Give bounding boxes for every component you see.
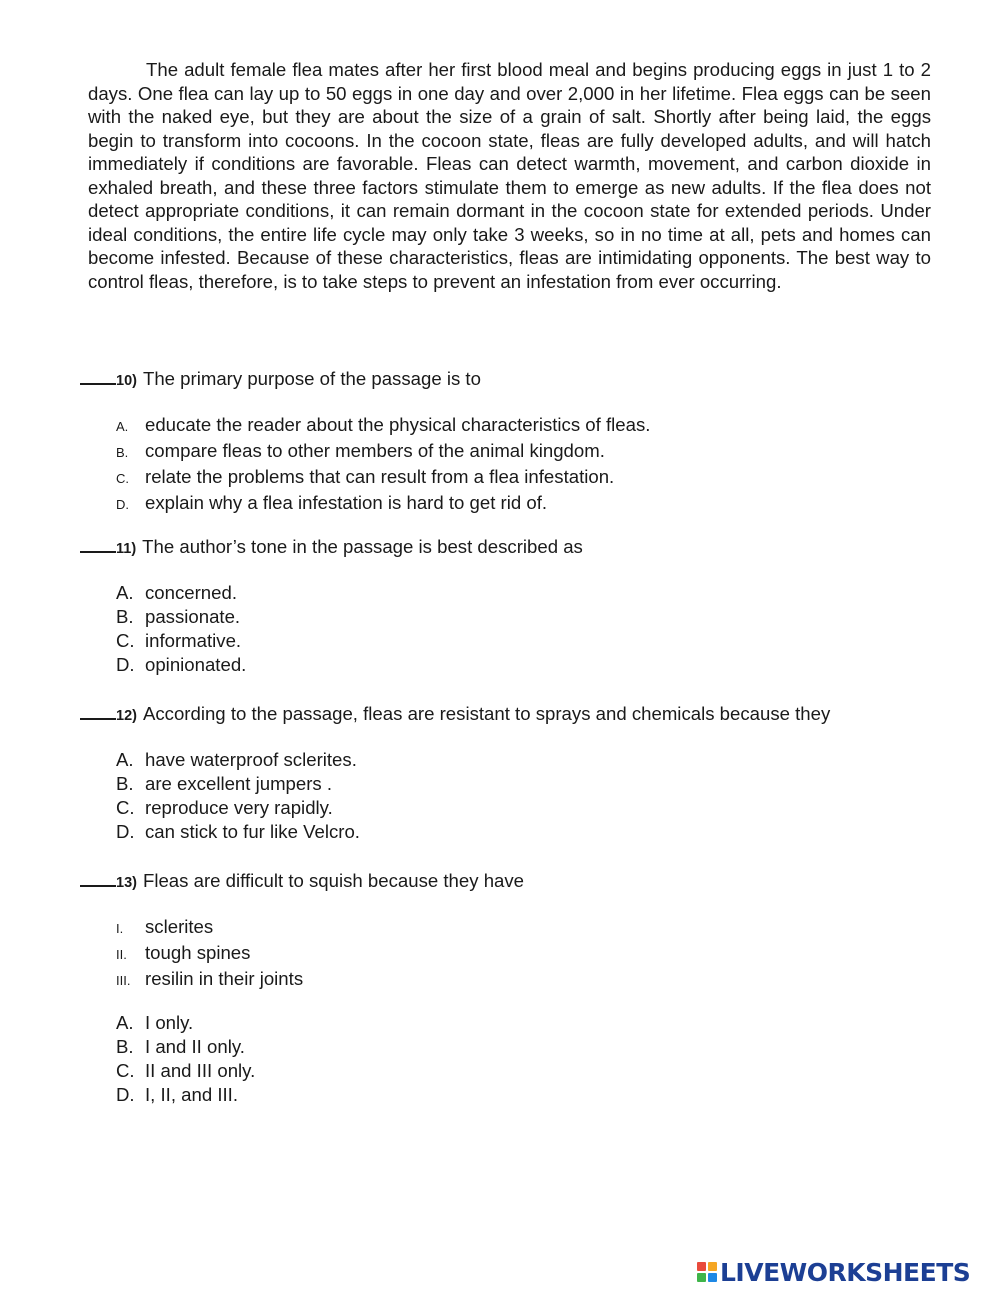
question-stem: The author’s tone in the passage is best described as — [142, 536, 583, 557]
option-10-c[interactable]: C. relate the problems that can result from a flea infestation. — [116, 465, 615, 487]
statement-13-iii: III. resilin in their joints — [116, 967, 304, 989]
option-10-d[interactable]: D. explain why a flea infestation is hard to get rid of. — [116, 491, 548, 513]
option-10-a[interactable]: A. educate the reader about the physical characteristics of fleas. — [116, 414, 651, 435]
option-13-b[interactable]: B. I and II only. — [116, 1035, 245, 1057]
liveworksheets-logo — [697, 1257, 970, 1287]
question-number: 13) — [116, 875, 137, 891]
question-13 — [80, 868, 524, 896]
option-12-b[interactable]: B. are excellent jumpers . — [116, 772, 333, 794]
option-13-c[interactable]: C. II and III only. — [116, 1059, 256, 1081]
option-11-d[interactable]: D. opinionated. — [116, 653, 247, 675]
statement-13-i: I. sclerites — [116, 916, 214, 937]
option-11-a[interactable]: A. concerned. — [116, 582, 237, 603]
question-number: 10) — [116, 373, 137, 389]
option-13-a[interactable]: A. I only. — [116, 1012, 194, 1033]
logo-square — [708, 1273, 717, 1282]
options-list-12 — [116, 748, 360, 844]
answer-blank-12[interactable] — [80, 701, 116, 720]
answer-blank-11[interactable] — [80, 534, 116, 553]
options-list-10 — [116, 413, 650, 517]
logo-square — [708, 1262, 717, 1271]
question-stem: According to the passage, fleas are resistant to sprays and chemicals because they — [142, 703, 831, 724]
statements-list-13 — [116, 915, 303, 993]
option-10-b[interactable]: B. compare fleas to other members of the animal kingdom. — [116, 439, 605, 461]
option-11-b[interactable]: B. passionate. — [116, 605, 241, 627]
option-13-d[interactable]: D. I, II, and III. — [116, 1083, 239, 1105]
answer-blank-13[interactable] — [80, 868, 116, 887]
logo-grid-icon — [697, 1262, 717, 1282]
option-12-d[interactable]: D. can stick to fur like Velcro. — [116, 820, 360, 842]
question-stem: Fleas are difficult to squish because they have — [142, 870, 525, 891]
statement-13-ii: II. tough spines — [116, 941, 251, 963]
logo-square — [697, 1262, 706, 1271]
options-list-13 — [116, 1011, 255, 1107]
question-stem: The primary purpose of the passage is to — [142, 368, 481, 389]
option-11-c[interactable]: C. informative. — [116, 629, 242, 651]
options-list-11 — [116, 581, 246, 677]
logo-text: LIVEWORKSHEETS — [720, 1257, 971, 1287]
question-10 — [80, 366, 481, 394]
reading-passage: The adult female flea mates after her first blood meal and begins producing eggs in just 1 to 2 days. One flea can lay up to 50 eggs in one day and over 2,000 in her lifetime. Flea eggs can be seen with the naked eye, but they are about the size of a grain of salt. Shortly after being laid, the eggs begin to transform into cocoons. In the cocoon state, fleas are fully developed adults, and will hatch immediately if conditions are favorable. Fleas can detect warmth, movement, and carbon dioxide in exhaled breath, and these three factors stimulate them to emerge as new adults. If the flea does not detect appropriate conditions, it can remain dormant in the cocoon state for extended periods. Under ideal conditions, the entire life cycle may only take 3 weeks, so in no time at all, pets and homes can become infested. Because of these characteristics, fleas are intimidating opponents. The best way to control fleas, therefore, is to take steps to prevent an infestation from ever occurring. — [88, 59, 931, 292]
question-number: 12) — [116, 708, 137, 724]
option-12-a[interactable]: A. have waterproof sclerites. — [116, 749, 357, 770]
answer-blank-10[interactable] — [80, 366, 116, 385]
logo-square — [697, 1273, 706, 1282]
question-number: 11) — [116, 541, 137, 557]
question-12 — [80, 701, 830, 729]
question-11 — [80, 534, 583, 562]
option-12-c[interactable]: C. reproduce very rapidly. — [116, 796, 333, 818]
